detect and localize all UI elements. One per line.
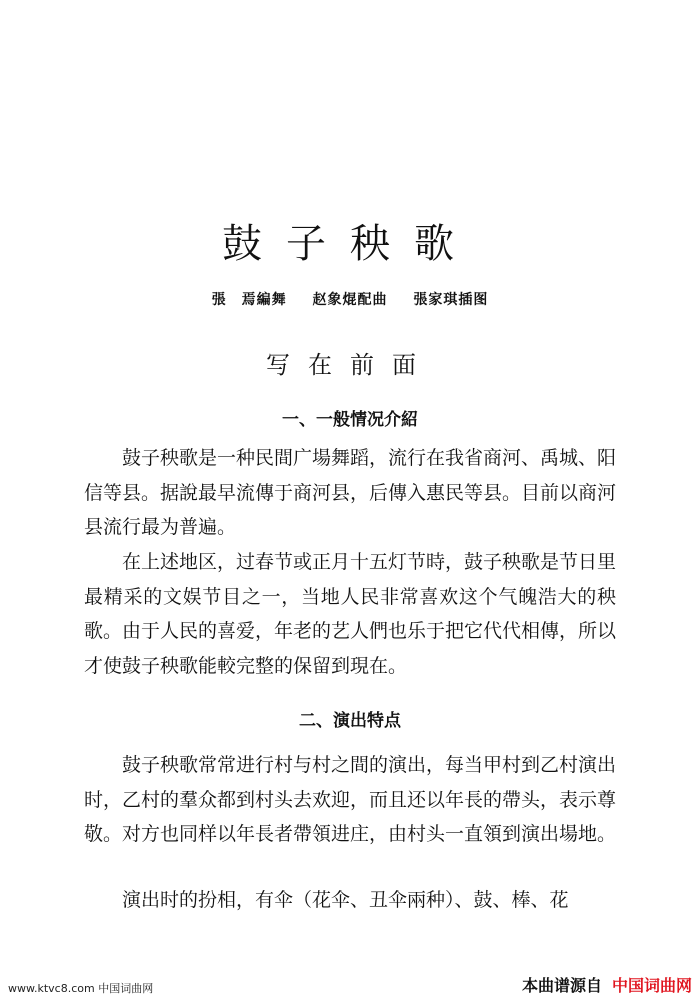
credits-line xyxy=(0,289,700,309)
footer-source-label: 本曲谱源自 xyxy=(521,976,602,995)
paragraph: 演出时的扮相，有伞（花伞、丑伞兩种）、鼓、棒、花 xyxy=(122,889,569,911)
song-title: 鼓子秧歌 xyxy=(222,221,478,267)
credit-illustration: 張家琪插图 xyxy=(413,292,489,308)
section-heading: 二、演出特点 xyxy=(299,711,401,731)
paragraph: 鼓子秧歌常常进行村与村之間的演出，每当甲村到乙村演出时，乙村的羣众都到村头去欢迎，而且还以年長的帶头，表示尊敬。对方也同样以年長者帶領进庄，由村头一直領到演出場地。 xyxy=(84,754,617,845)
credit-choreography: 張 焉編舞 xyxy=(211,292,287,308)
credit-music: 赵象焜配曲 xyxy=(312,292,388,308)
foreword-heading: 写在前面 xyxy=(266,351,434,379)
footer-source xyxy=(522,973,692,996)
section-heading: 一、一般情况介紹 xyxy=(282,410,418,430)
paragraph: 鼓子秧歌是一种民間广場舞蹈，流行在我省商河、禹城、阳信等县。据說最早流傳于商河县，后傳入惠民等县。目前以商河县流行最为普遍。 xyxy=(84,447,617,538)
paragraph: 在上述地区，过春节或正月十五灯节時，鼓子秧歌是节日里最精采的文娱节目之一，当地人民非常喜欢这个气魄浩大的秧歌。由于人民的喜爱，年老的艺人們也乐于把它代代相傳，所以才使鼓子秧歌能較完整的保留到現在。 xyxy=(84,551,617,677)
footer-watermark-url: www.ktvc8.com 中国词曲网 xyxy=(8,982,154,995)
footer-site-name: 中国词曲网 xyxy=(611,976,692,995)
